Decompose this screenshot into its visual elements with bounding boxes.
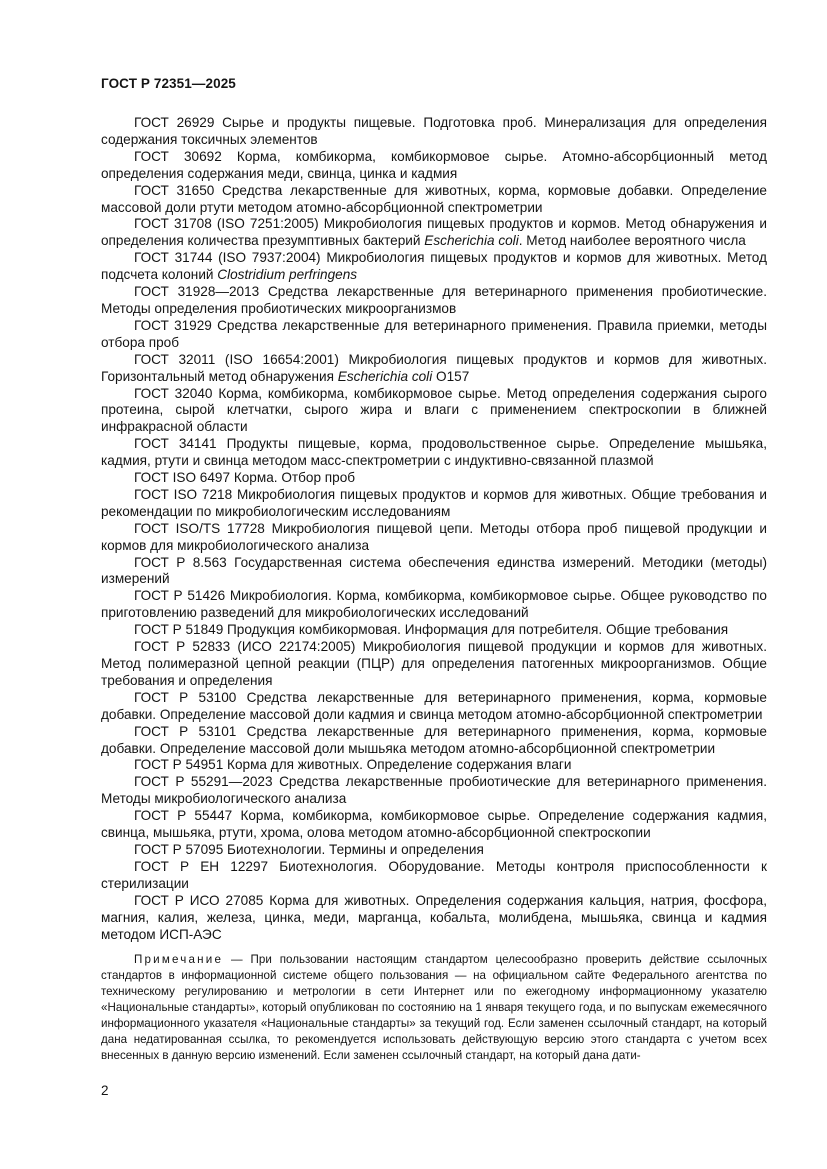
reference-text: ГОСТ 31650 Средства лекарственные для животных, корма, кормовые добавки. Определение массовой доли ртути методом атомно-абсорбционной спектрометрии xyxy=(101,182,767,215)
reference-text: ГОСТ Р 54951 Корма для животных. Определение содержания влаги xyxy=(134,757,572,773)
reference-text: ГОСТ Р 8.563 Государственная система обеспечения единства измерений. Методики (методы) измерений xyxy=(101,554,767,587)
references-section xyxy=(101,115,767,1075)
reference-text: ГОСТ Р 55447 Корма, комбикорма, комбикормовое сырье. Определение содержания кадмия, свинца, мышьяка, ртути, хрома, олова методом атомно-абсорбционной спектроскопии xyxy=(101,808,767,841)
reference-item xyxy=(101,487,767,521)
reference-item xyxy=(101,808,767,842)
reference-species-name: Clostridium perfringens xyxy=(217,267,358,283)
reference-text: ГОСТ 34141 Продукты пищевые, корма, продовольственное сырье. Определение мышьяка, кадмия, ртути и свинца методом масс-спектрометрии с индуктивно-связанной плазмой xyxy=(101,436,767,469)
reference-item xyxy=(101,386,767,437)
reference-item xyxy=(101,622,767,639)
reference-item xyxy=(101,690,767,724)
reference-item xyxy=(101,555,767,589)
reference-text: ГОСТ Р 57095 Биотехнологии. Термины и определения xyxy=(134,841,484,857)
reference-item xyxy=(101,470,767,487)
reference-text: ГОСТ Р 53100 Средства лекарственные для ветеринарного применения, корма, кормовые добавки. Определение массовой доли кадмия и свинца методом атомно-абсорбционной спектрометрии xyxy=(101,689,767,722)
reference-item xyxy=(101,149,767,183)
reference-text: ГОСТ Р 55291—2023 Средства лекарственные пробиотические для ветеринарного применения. Методы микробиологического анализа xyxy=(101,774,767,807)
reference-text: ГОСТ 31744 (ISO 7937:2004) Микробиология пищевых продуктов и кормов для животных. Метод подсчета колоний xyxy=(101,250,767,283)
reference-text: ГОСТ ISO 6497 Корма. Отбор проб xyxy=(134,470,356,486)
reference-item xyxy=(101,216,767,250)
note-paragraph xyxy=(101,952,767,1063)
reference-item xyxy=(101,588,767,622)
reference-text: ГОСТ 32040 Корма, комбикорма, комбикормовое сырье. Метод определения содержания сырого протеина, сырой клетчатки, сырого жира и влаги с применением спектроскопии в ближней инфракрасной области xyxy=(101,385,767,435)
reference-species-name: Escherichia coli xyxy=(424,233,519,249)
reference-item xyxy=(101,115,767,149)
page-header: ГОСТ Р 72351—2025 xyxy=(101,76,236,91)
reference-item xyxy=(101,893,767,944)
reference-text-tail: . Метод наиболее вероятного числа xyxy=(518,233,746,249)
page-number: 2 xyxy=(101,1083,109,1098)
reference-text: ГОСТ Р ИСО 27085 Корма для животных. Определения содержания кальция, натрия, фосфора, магния, калия, железа, цинка, меди, марганца, кобальта, молибдена, мышьяка, свинца и кадмия методом ИСП-АЭС xyxy=(101,892,767,942)
reference-item xyxy=(101,757,767,774)
reference-text: ГОСТ ISO/TS 17728 Микробиология пищевой цепи. Методы отбора проб пищевой продукции и кормов для микробиологического анализа xyxy=(101,520,767,553)
reference-text: ГОСТ Р 52833 (ИСО 22174:2005) Микробиология пищевой продукции и кормов для животных. Метод полимеразной цепной реакции (ПЦР) для определения патогенных микроорганизмов. Общие требования и определения xyxy=(101,639,767,688)
reference-text: ГОСТ Р ЕН 12297 Биотехнология. Оборудование. Методы контроля приспособленности к стерилизации xyxy=(101,858,767,891)
reference-text: ГОСТ 30692 Корма, комбикорма, комбикормовое сырье. Атомно-абсорбционный метод определения содержания меди, свинца, цинка и кадмия xyxy=(101,148,767,181)
reference-text: ГОСТ 32011 (ISO 16654:2001) Микробиология пищевых продуктов и кормов для животных. Горизонтальный метод обнаружения xyxy=(101,351,767,384)
note-label: Примечание xyxy=(134,953,224,967)
reference-item xyxy=(101,352,767,386)
reference-text: ГОСТ 26929 Сырье и продукты пищевые. Подготовка проб. Минерализация для определения содержания токсичных элементов xyxy=(101,115,767,147)
reference-text: ГОСТ Р 51849 Продукция комбикормовая. Информация для потребителя. Общие требования xyxy=(134,622,729,638)
reference-species-name: Escherichia coli xyxy=(337,368,433,384)
reference-item xyxy=(101,639,767,690)
references-list xyxy=(101,115,767,943)
reference-item xyxy=(101,774,767,808)
note-text: — При пользовании настоящим стандартом целесообразно проверить действие ссылочных стандартов в информационной системе общего пользования — на официальном сайте Федерального агентства по техническому регулированию и метрологии в сети Интернет или по ежегодному информационному указателю «Национальные стандарты», который опубликован по состоянию на 1 января текущего года, и по выпускам ежемесячного информационного указателя «Национальные стандарты» за текущий год. Если заменен ссылочный стандарт, на который дана недатированная ссылка, то рекомендуется использовать действующую версию этого стандарта с учетом всех внесенных в данную версию изменений. Если заменен ссылочный стандарт, на который дана дати- xyxy=(101,953,767,1062)
reference-item xyxy=(101,436,767,470)
reference-item xyxy=(101,183,767,217)
reference-item xyxy=(101,521,767,555)
reference-item xyxy=(101,842,767,859)
reference-item xyxy=(101,284,767,318)
reference-text: ГОСТ 31708 (ISO 7251:2005) Микробиология пищевых продуктов и кормов. Метод обнаружения и определения количества презумптивных бактерий xyxy=(101,216,767,249)
reference-text: ГОСТ Р 53101 Средства лекарственные для ветеринарного применения, корма, кормовые добавки. Определение массовой доли мышьяка методом атомно-абсорбционной спектрометрии xyxy=(101,723,767,756)
reference-text: ГОСТ ISO 7218 Микробиология пищевых продуктов и кормов для животных. Общие требования и рекомендации по микробиологическим исследованиям xyxy=(101,486,767,519)
reference-text-tail: O157 xyxy=(432,368,470,384)
reference-item xyxy=(101,250,767,284)
reference-item xyxy=(101,859,767,893)
reference-item xyxy=(101,724,767,758)
reference-text: ГОСТ Р 51426 Микробиология. Корма, комбикорма, комбикормовое сырье. Общее руководство по приготовлению разведений для микробиологических исследований xyxy=(101,588,767,621)
reference-text: ГОСТ 31928—2013 Средства лекарственные для ветеринарного применения пробиотические. Методы определения пробиотических микроорганизмов xyxy=(101,284,767,316)
reference-item xyxy=(101,318,767,352)
reference-text: ГОСТ 31929 Средства лекарственные для ветеринарного применения. Правила приемки, методы отбора проб xyxy=(101,317,767,350)
